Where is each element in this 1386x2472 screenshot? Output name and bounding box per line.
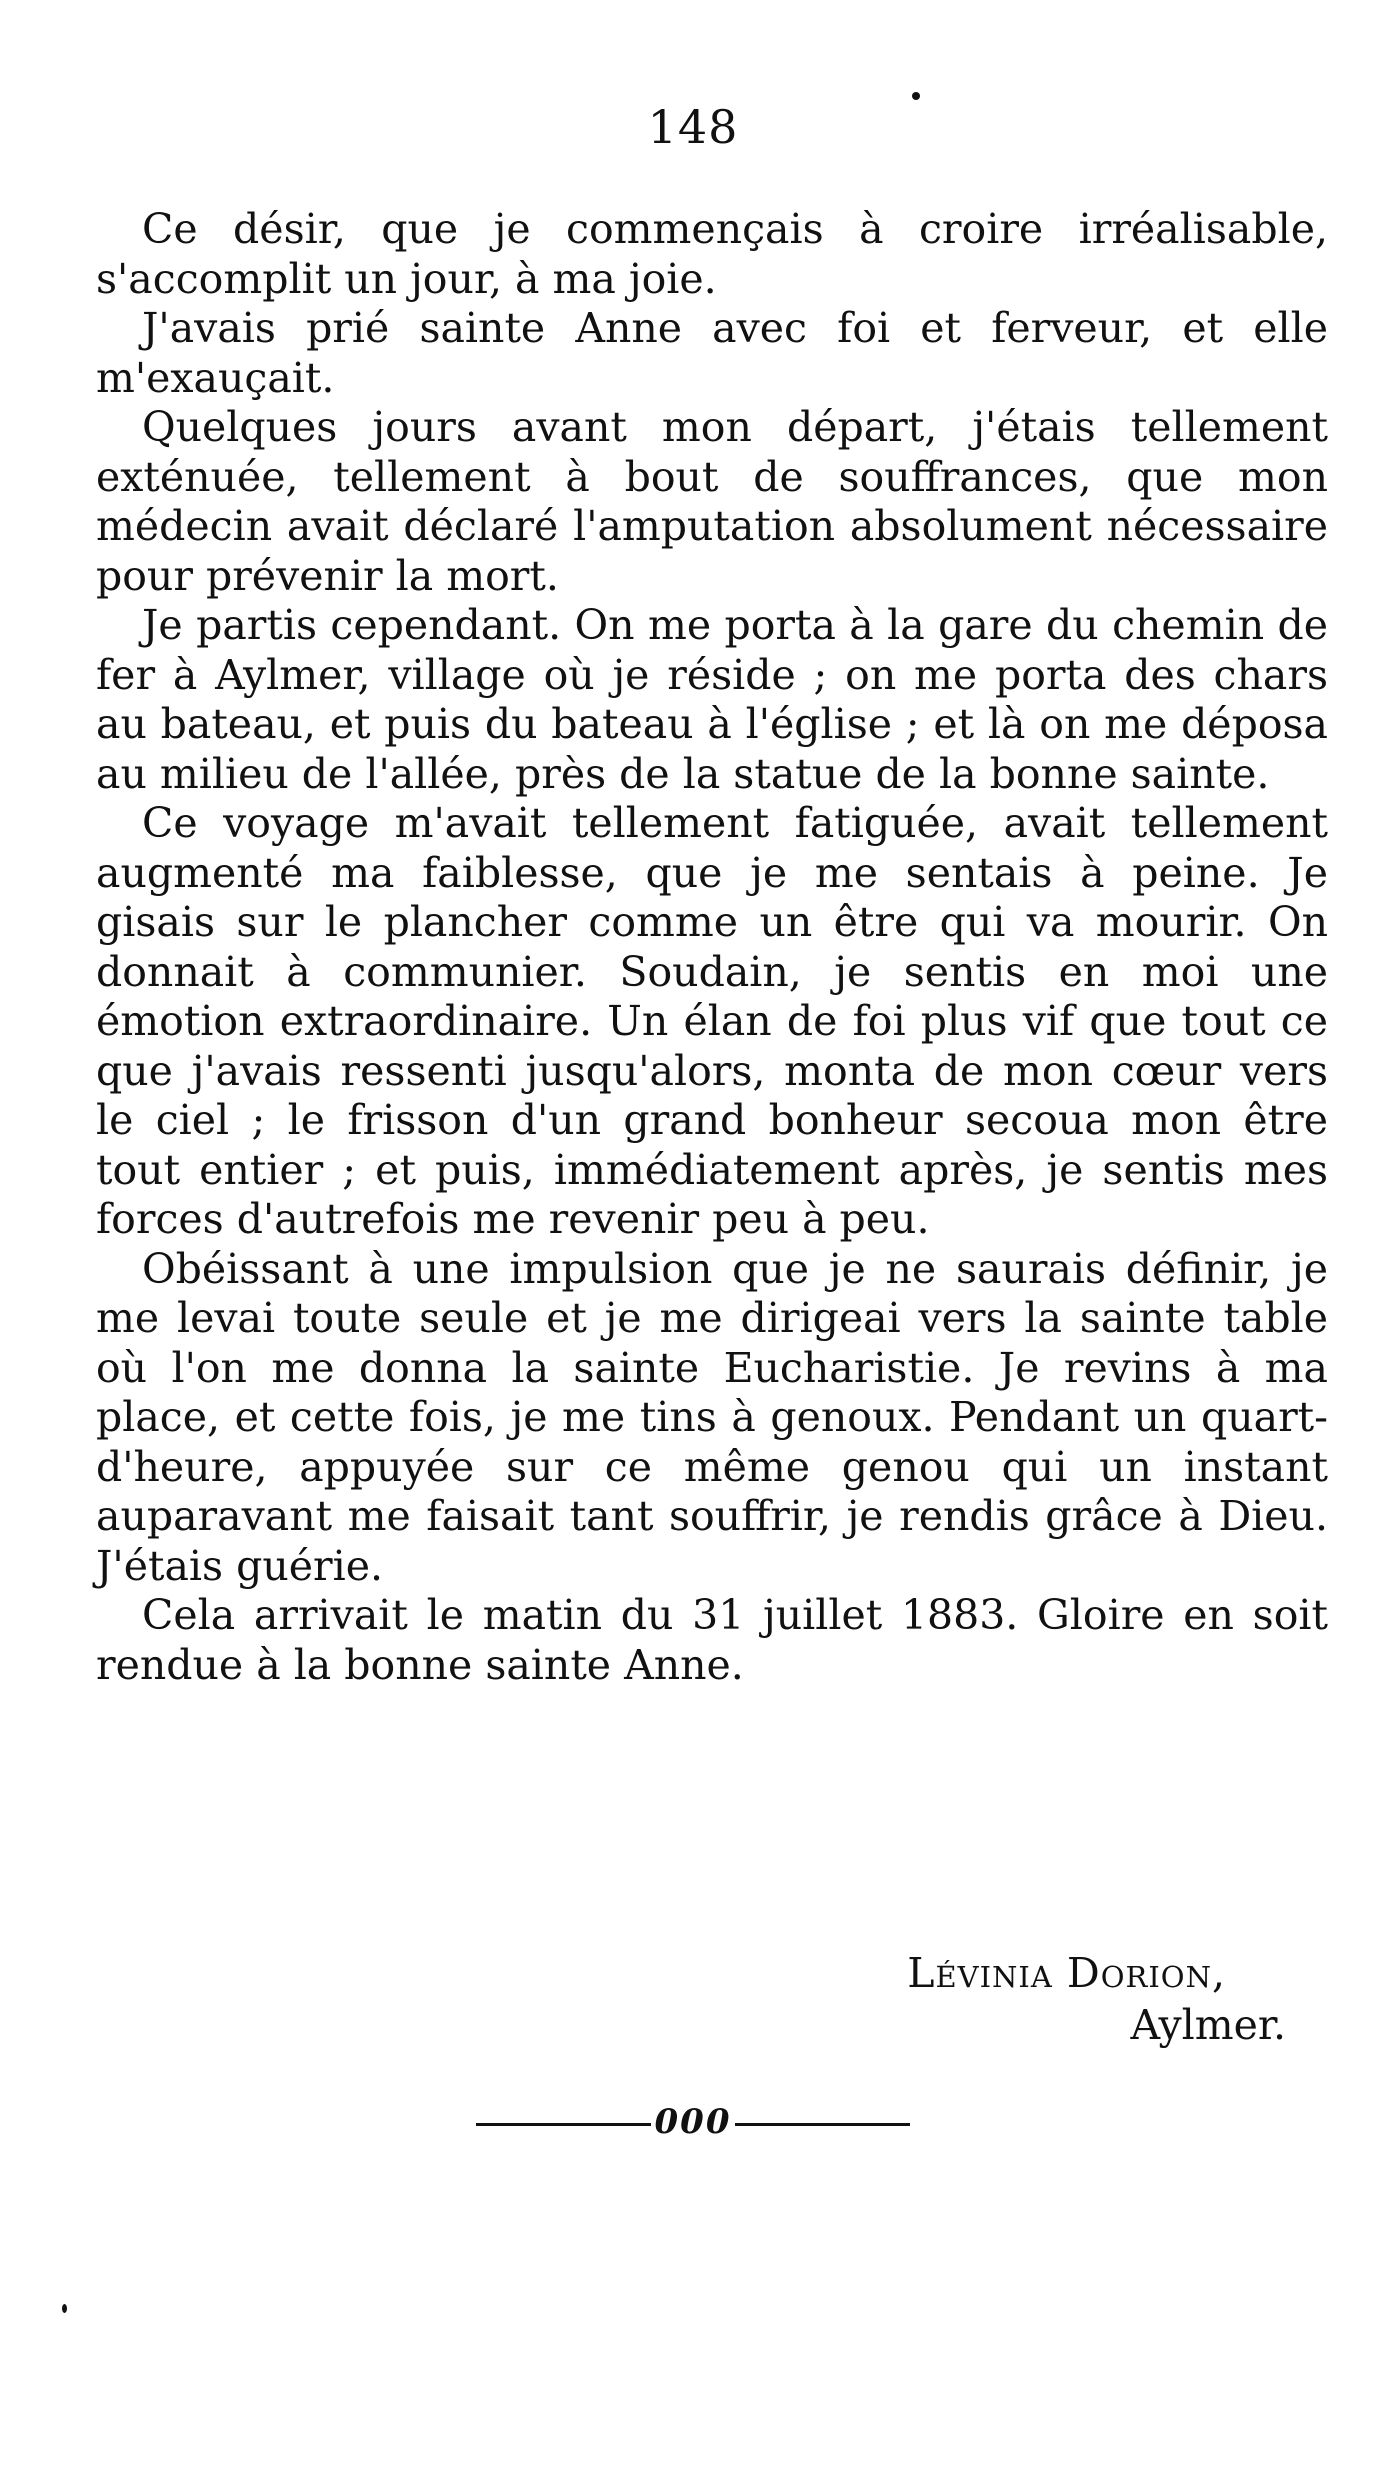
body-text — [96, 205, 1328, 1690]
page-number: 148 — [647, 100, 739, 154]
ink-speck-bottom — [62, 2304, 67, 2313]
separator-mark: 000 — [654, 2102, 732, 2142]
paragraph-2: J'avais prié sainte Anne avec foi et ferveur, et elle m'exauçait. — [96, 304, 1328, 402]
separator-rule-left — [476, 2123, 651, 2126]
paragraph-3: Quelques jours avant mon départ, j'étais tellement exténuée, tellement à bout de souffrances, que mon médecin avait déclaré l'amputation absolument nécessaire pour prévenir la mort. — [96, 403, 1328, 600]
signature-block — [0, 1947, 1286, 2051]
ink-speck-top — [912, 92, 920, 100]
separator-rule-right — [735, 2123, 910, 2126]
paragraph-7: Cela arrivait le matin du 31 juillet 1883. Gloire en soit rendue à la bonne sainte Anne. — [96, 1591, 1328, 1689]
paragraph-1: Ce désir, que je commençais à croire irréalisable, s'accomplit un jour, à ma joie. — [96, 205, 1328, 303]
paragraph-5: Ce voyage m'avait tellement fatiguée, avait tellement augmenté ma faiblesse, que je me sentais à peine. Je gisais sur le plancher comme un être qui va mourir. On donnait à communier. Soudain, je sentis en moi une émotion extraordinaire. Un élan de foi plus vif que tout ce que j'avais ressenti jusqu'alors, monta de mon cœur vers le ciel ; le frisson d'un grand bonheur secoua mon être tout entier ; et puis, immédiatement après, je sentis mes forces d'autrefois me revenir peu à peu. — [96, 799, 1328, 1243]
paragraph-6: Obéissant à une impulsion que je ne saurais définir, je me levai toute seule et je me dirigeai vers la sainte table où l'on me donna la sainte Eucharistie. Je revins à ma place, et cette fois, je me tins à genoux. Pendant un quart-d'heure, appuyée sur ce même genou qui un instant auparavant me faisait tant souffrir, je rendis grâce à Dieu. J'étais guérie. — [96, 1244, 1328, 1590]
signature-name: Lévinia Dorion, — [907, 1949, 1226, 1997]
signature-place: Aylmer. — [1130, 2001, 1286, 2049]
section-separator — [0, 2102, 1386, 2142]
paragraph-4: Je partis cependant. On me porta à la gare du chemin de fer à Aylmer, village où je réside ; on me porta des chars au bateau, et puis du bateau à l'église ; et là on me déposa au milieu de l'allée, près de la statue de la bonne sainte. — [96, 601, 1328, 798]
